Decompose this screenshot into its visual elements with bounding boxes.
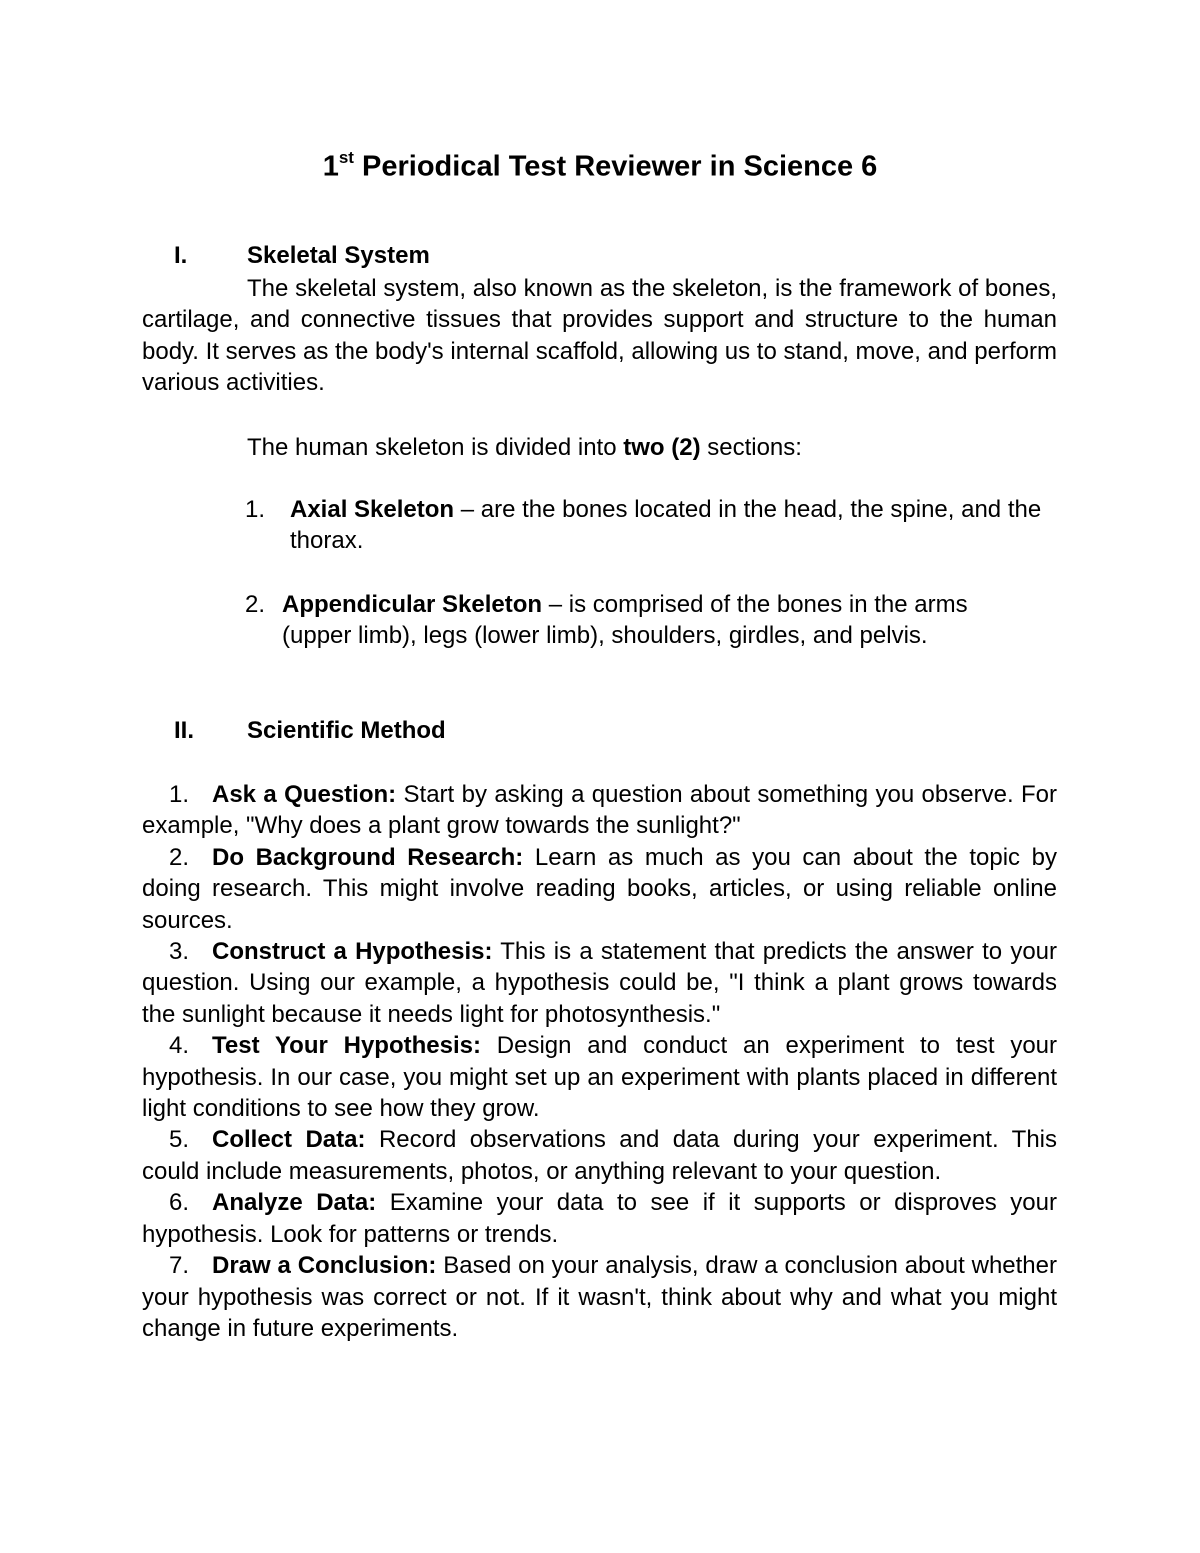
axial-desc: – are the bones located in the head, the spine, and the thorax.	[290, 496, 1042, 555]
section-2-numeral: II.	[174, 717, 195, 744]
scientific-method-steps	[142, 779, 1057, 1344]
step-background-research	[142, 842, 1057, 936]
appendicular-number: 2.	[245, 591, 266, 618]
step-term: Collect Data:	[212, 1126, 366, 1154]
step-desc: Examine your data to see if it supports or disproves your hypothesis. Look for patterns or trends.	[142, 1189, 1057, 1248]
step-desc: Record observations and data during your experiment. This could include measurements, photos, or anything relevant to your question.	[142, 1126, 1057, 1185]
step-number: 7.	[169, 1252, 190, 1280]
page-title	[0, 140, 1200, 187]
step-number: 4.	[169, 1032, 190, 1060]
section-1-heading: Skeletal System	[247, 242, 430, 269]
axial-skeleton-item	[290, 494, 1057, 557]
step-number: 3.	[169, 938, 190, 966]
step-desc: Design and conduct an experiment to test your hypothesis. In our case, you might set up an experiment with plants placed in different light conditions to see how they grow.	[142, 1032, 1058, 1123]
skeletal-system-paragraph: The skeletal system, also known as the skeleton, is the framework of bones, cartilage, and connective tissues that provides support and structure to the human body. It serves as the body's internal scaffold, allowing us to stand, move, and perform various activities.	[142, 275, 1057, 397]
appendicular-desc: – is comprised of the bones in the arms (upper limb), legs (lower limb), shoulders, girdles, and pelvis.	[282, 591, 968, 650]
section-2-heading: Scientific Method	[247, 717, 446, 744]
step-term: Do Background Research:	[212, 843, 524, 871]
skeleton-division-sentence	[247, 432, 802, 463]
step-desc: This is a statement that predicts the answer to your question. Using our example, a hypothesis could be, "I think a plant grows towards the sunlight because it needs light for photosynthesis."	[142, 938, 1058, 1028]
division-text-start: The human skeleton is divided into	[247, 434, 617, 461]
step-term: Analyze Data:	[212, 1189, 377, 1217]
step-term: Ask a Question:	[212, 781, 397, 808]
title-number: 1	[322, 150, 339, 183]
title-superscript: st	[338, 148, 354, 167]
division-text-end: sections:	[707, 434, 802, 461]
appendicular-skeleton-item	[282, 589, 1012, 652]
axial-number: 1.	[245, 496, 266, 523]
step-desc: Learn as much as you can about the topic by doing research. This might involve reading books, articles, or using reliable online sources.	[142, 843, 1057, 934]
section-1-numeral: I.	[174, 242, 188, 269]
step-analyze-data	[142, 1187, 1057, 1250]
step-draw-conclusion	[142, 1250, 1057, 1344]
appendicular-term: Appendicular Skeleton	[282, 591, 543, 618]
step-term: Construct a Hypothesis:	[212, 938, 493, 966]
axial-term: Axial Skeleton	[290, 496, 455, 523]
step-number: 5.	[169, 1126, 190, 1154]
step-test-hypothesis	[142, 1030, 1057, 1124]
step-collect-data	[142, 1124, 1057, 1187]
title-text: Periodical Test Reviewer in Science 6	[362, 150, 878, 183]
step-ask-question	[142, 779, 1057, 842]
step-desc: Based on your analysis, draw a conclusion about whether your hypothesis was correct or not. If it wasn't, think about why and what you might change in future experiments.	[142, 1252, 1057, 1342]
step-term: Draw a Conclusion:	[212, 1252, 437, 1280]
step-desc: Start by asking a question about something you observe. For example, "Why does a plant grow towards the sunlight?"	[142, 781, 1057, 840]
step-number: 1.	[169, 781, 190, 808]
division-count: two (2)	[623, 434, 701, 461]
step-construct-hypothesis	[142, 936, 1057, 1030]
step-number: 6.	[169, 1189, 190, 1217]
step-term: Test Your Hypothesis:	[212, 1032, 481, 1060]
step-number: 2.	[169, 843, 190, 871]
